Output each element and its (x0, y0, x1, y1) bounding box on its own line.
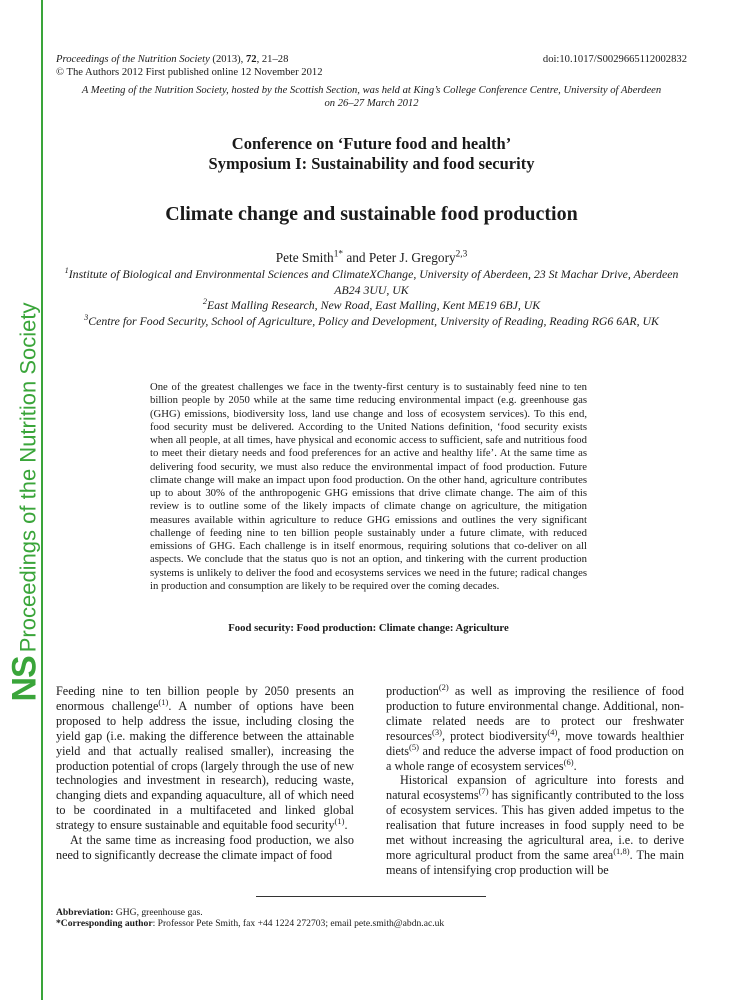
conference-line-2: Symposium I: Sustainability and food security (208, 154, 535, 173)
citation-ref[interactable]: (3) (432, 726, 442, 737)
meeting-line-2: on 26–27 March 2012 (324, 98, 419, 109)
footnote-divider (256, 896, 486, 897)
author-list (56, 250, 687, 266)
text-run: . A number of options have been proposed to help address the issue, including closing the yield gap (i.e. making the difference between the attainable yield and that actually realised smaller), increasing the production potential of crops (largely through the use of new technologies and investment in research), reducing waste, changing diets and expanding aquaculture, all of which need to be coordinated in a multifaceted and linked global strategy to ensure sustainable and equitable food security (56, 698, 354, 833)
citation-line (56, 53, 323, 66)
footnote-label: Abbreviation: (56, 907, 114, 918)
citation-ref[interactable]: (1,8) (613, 845, 630, 856)
text-run: . (344, 818, 348, 833)
footnote-label: *Corresponding author (56, 918, 153, 929)
journal-name: Proceedings of the Nutrition Society (56, 54, 210, 65)
meeting-note (56, 84, 687, 110)
affiliation-text: East Malling Research, New Road, East Malling, Kent ME19 6BJ, UK (207, 298, 541, 312)
footnote-text: : Professor Pete Smith, fax +44 1224 272703; email pete.smith@abdn.ac.uk (152, 918, 445, 929)
citation-ref[interactable]: (6) (563, 756, 574, 767)
abstract: One of the greatest challenges we face in the twenty-first century is to sustainably feed nine to ten billion people by 2050 while at the same time reducing environmental impact (e.g. greenhouse gas (GHG) emissions, biodiversity loss, land use change and loss of ecosystem services). To this end, food security must be delivered. According to the United Nations definition, ‘food security exists when all people, at all times, have physical and economic access to sufficient, safe and nutritious food to meet their dietary needs and food preferences for an active and healthy life’. At the same time as delivering food security, we must also reduce the environmental impact of food production. Future climate change will make an impact upon food production. On the other hand, agriculture contributes up to about 30% of the anthropogenic GHG emissions that drive climate change. The aim of this review is to outline some of the likely impacts of climate change on agriculture, the mitigation measures available within agriculture to reduce GHG emissions and outlines the very significant challenge of feeding nine to ten billion people sustainably under a future climate, with reduced emissions of GHG. Each challenge is in itself enormous, requiring solutions that co-deliver on all aspects. We conclude that the status quo is not an option, and tinkering with the current production systems is unlikely to deliver the food and ecosystems services we need in the future; radical changes in production and consumption are likely to be required over the coming decades. (150, 381, 587, 592)
paragraph: At the same time as increasing food production, we also need to significantly decrease the climate impact of food (56, 833, 354, 862)
author-joiner: and (343, 250, 369, 265)
text-run: Feeding nine to ten billion people by 2050 presents an enormous challenge (56, 684, 354, 713)
citation-header (56, 53, 323, 79)
doi[interactable]: doi:10.1017/S0029665112002832 (542, 54, 687, 65)
citation-ref[interactable]: (1) (334, 816, 345, 827)
journal-side-logo (5, 302, 44, 702)
text-run: , move towards healthier diets (386, 728, 685, 758)
side-journal-name: Proceedings of the Nutrition Society (15, 302, 41, 653)
article-title: Climate change and sustainable food production (165, 203, 578, 225)
citation-ref[interactable]: (2) (438, 681, 449, 692)
paragraph (386, 773, 684, 877)
author-2-marker: 2,3 (455, 249, 468, 260)
citation-ref[interactable]: (1) (158, 696, 169, 707)
keywords: Food security: Food production: Climate change: Agriculture (228, 622, 509, 634)
paragraph (386, 681, 685, 773)
affiliation-marker: 3 (84, 312, 89, 322)
paragraph (56, 684, 354, 833)
body-column-right (386, 681, 685, 878)
affiliation-2 (56, 298, 687, 314)
author-1-marker: 1* (333, 249, 344, 260)
citation-year: (2013), (209, 54, 246, 65)
page-range: , 21–28 (256, 54, 289, 65)
text-run: as well as improving the resilience of food production to future environmental change. Additional, non-climate related needs are to protect our freshwater resources (386, 684, 684, 743)
affiliation-text: Centre for Food Security, School of Agriculture, Policy and Development, University of Reading, Reading RG6 6AR, UK (88, 313, 659, 328)
copyright-line: © The Authors 2012 First published online 12 November 2012 (56, 67, 323, 78)
affiliation-1 (56, 267, 687, 298)
text-run: has significantly contributed to the loss of ecosystem services. This has given added impetus to the realisation that future increases in food supply need to be met without increasing the agricultural area, i.e. to derive more agricultural product from the same area (386, 788, 684, 862)
affiliation-marker: 1 (64, 266, 69, 276)
footnote-text: GHG, greenhouse gas. (113, 907, 203, 918)
author-2[interactable]: Peter J. Gregory (368, 250, 456, 265)
text-run: , protect biodiversity (441, 728, 548, 743)
text-run: and reduce the adverse impact of food production on a whole range of ecosystem services (386, 743, 684, 773)
author-1[interactable]: Pete Smith (275, 250, 334, 265)
text-run: . The main means of intensifying crop production will be (386, 847, 684, 877)
text-run: Historical expansion of agriculture into forests and natural ecosystems (386, 773, 684, 803)
body-column-left (56, 684, 354, 863)
affiliation-marker: 2 (202, 297, 207, 307)
affiliation-3 (56, 314, 687, 330)
meeting-line-1: A Meeting of the Nutrition Society, hosted by the Scottish Section, was held at King’s College Conference Centre, University of Aberdeen (81, 85, 662, 96)
text-run: . (573, 758, 577, 773)
ns-logo-letters: NS (5, 656, 44, 702)
corresponding-author-footnote (56, 918, 687, 930)
affiliations (56, 267, 687, 329)
citation-ref[interactable]: (5) (409, 741, 419, 752)
citation-ref[interactable]: (7) (478, 786, 489, 797)
conference-line-1: Conference on ‘Future food and health’ (231, 134, 512, 153)
volume-number: 72 (245, 54, 257, 65)
affiliation-text: Institute of Biological and Environmental Sciences and ClimateXChange, University of Aberdeen, 23 St Machar Drive, Aberdeen AB24 3UU, UK (68, 267, 679, 297)
conference-heading (56, 134, 687, 174)
citation-ref[interactable]: (4) (547, 726, 558, 737)
text-run: production (386, 684, 439, 698)
